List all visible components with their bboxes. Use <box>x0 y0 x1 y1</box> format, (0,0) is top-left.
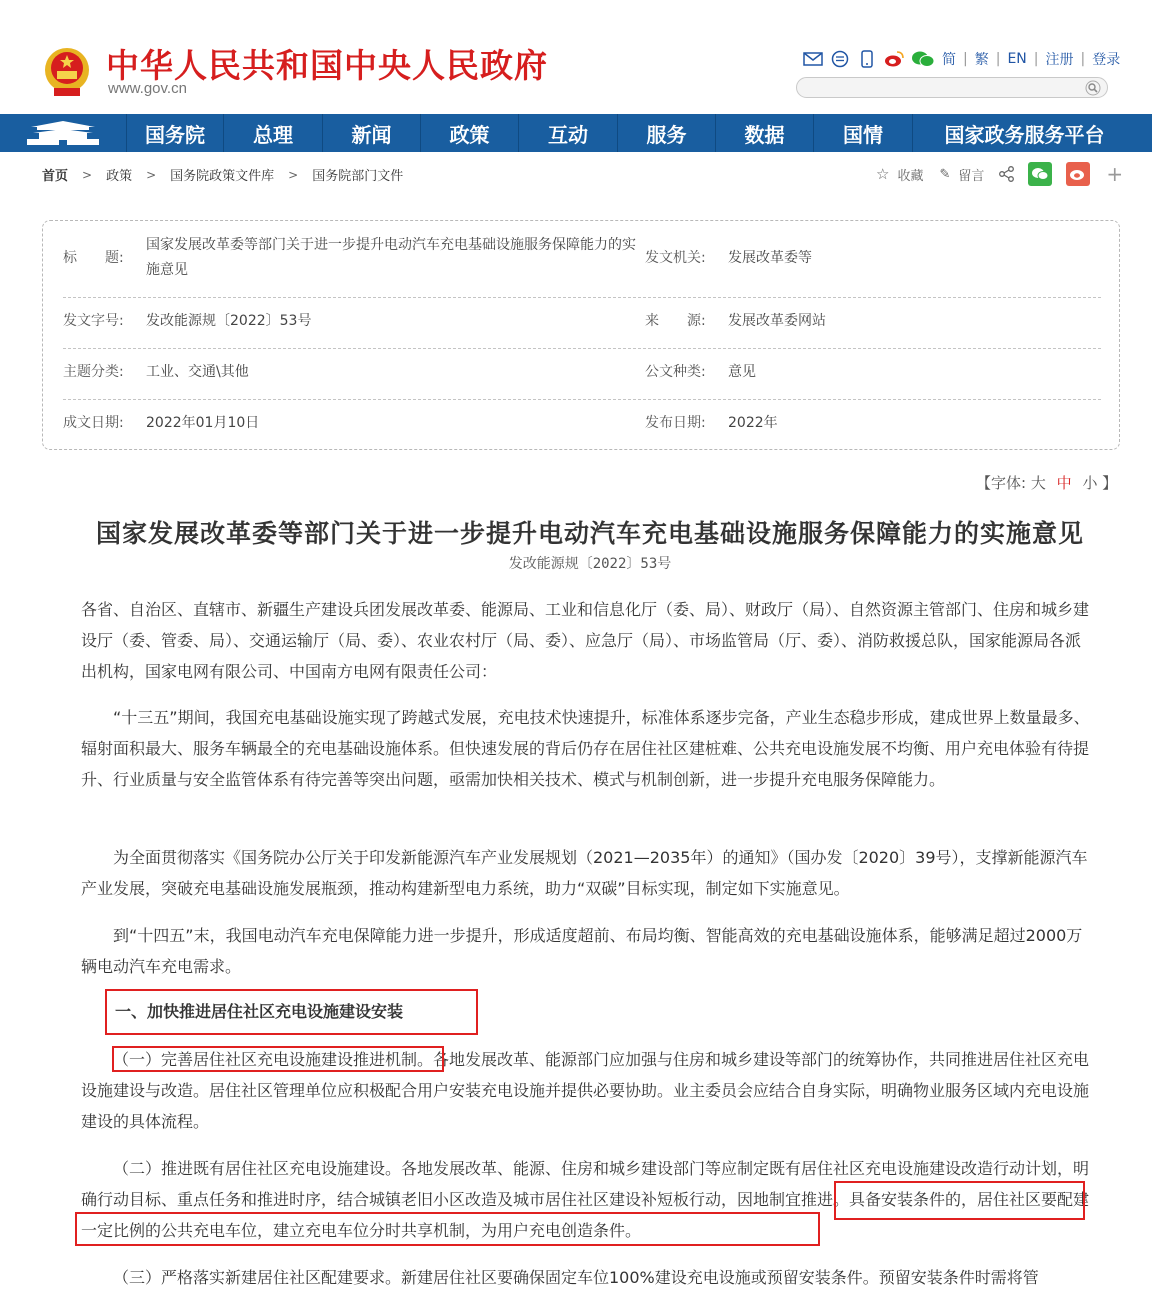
mobile-icon[interactable] <box>857 50 877 68</box>
article-title: 国家发展改革委等部门关于进一步提升电动汽车充电基础设施服务保障能力的实施意见 <box>95 519 1084 548</box>
document-metadata-box <box>42 220 1120 450</box>
top-links <box>803 48 1120 70</box>
font-size-switch <box>976 472 1117 493</box>
nav-item-services[interactable]: 服务 <box>618 114 716 152</box>
body-paragraph: 为全面贯彻落实《国务院办公厅关于印发新能源汽车产业发展规划（2021—2035年）的通知》（国办发〔2020〕39号），支撑新能源汽车产业发展，突破充电基础设施发展瓶颈，推动构建新型电力系统，助力“双碳”目标实现，制定如下实施意见。 <box>81 848 1088 898</box>
search-box <box>796 77 1108 98</box>
lang-english-link[interactable]: EN <box>1007 51 1027 67</box>
font-size-prefix: 【字体: <box>976 474 1027 492</box>
divider: | <box>963 51 968 67</box>
share-toolbar <box>876 162 1123 186</box>
breadcrumb-home[interactable]: 首页 <box>42 169 69 184</box>
title-label: 标 题: <box>63 250 124 266</box>
issuer-value: 发展改革委等 <box>728 250 812 266</box>
highlight-box <box>105 989 478 1035</box>
subsection-text: 各地发展改革、能源部门应加强与住房和城乡建设等部门的统筹协作，共同推进居住社区充电设施建设与改造。居住社区管理单位应积极配合用户安装充电设施并提供必要协助。业主委员会应结合自身实际，明确物业服务区域内充电设施建设的具体流程。 <box>81 1050 1090 1131</box>
docno-value: 发改能源规〔2022〕53号 <box>146 313 312 329</box>
published-date-label: 发布日期: <box>645 415 706 431</box>
mail-icon[interactable] <box>803 50 823 68</box>
breadcrumb <box>42 165 403 184</box>
section-heading: 一、加快推进居住社区充电设施建设安装 <box>115 1002 404 1021</box>
comment-link[interactable]: 留言 <box>958 168 985 184</box>
nav-home-logo[interactable] <box>0 114 127 152</box>
lang-simplified-link[interactable]: 简 <box>942 52 956 68</box>
font-size-small[interactable]: 小 <box>1082 474 1098 492</box>
type-label: 公文种类: <box>645 364 706 380</box>
type-value: 意见 <box>728 364 756 380</box>
divider: | <box>1033 51 1039 67</box>
search-icon[interactable] <box>1085 80 1101 96</box>
font-size-suffix: 】 <box>1102 474 1118 492</box>
topic-value: 工业、交通\其他 <box>146 364 249 380</box>
star-icon[interactable]: ☆ <box>876 165 890 183</box>
nav-item-state-council[interactable]: 国务院 <box>127 114 224 152</box>
tiananmen-icon <box>23 119 103 147</box>
breadcrumb-dept-docs[interactable]: 国务院部门文件 <box>312 169 404 184</box>
body-paragraph: （三）严格落实新建居住社区配建要求。新建居住社区要确保固定车位100%建设充电设施或预留安装条件。预留安装条件时需将管 <box>113 1268 1039 1287</box>
body-paragraph: 到“十四五”末，我国电动汽车充电保障能力进一步提升，形成适度超前、布局均衡、智能高效的充电基础设施体系，能够满足超过2000万辆电动汽车充电需求。 <box>81 926 1083 976</box>
written-date-value: 2022年01月10日 <box>146 415 260 431</box>
search-input[interactable] <box>805 79 1079 99</box>
login-link[interactable]: 登录 <box>1092 52 1121 68</box>
published-date-value: 2022年 <box>728 415 778 431</box>
title-value: 国家发展改革委等部门关于进一步提升电动汽车充电基础设施服务保障能力的实施意见 <box>146 237 636 278</box>
source-value: 发展改革委网站 <box>728 313 826 329</box>
weibo-share-icon[interactable] <box>1066 162 1090 186</box>
more-share-icon[interactable]: + <box>1106 162 1124 186</box>
register-link[interactable]: 注册 <box>1045 52 1074 68</box>
font-size-large[interactable]: 大 <box>1030 474 1046 492</box>
meta-row <box>63 399 1101 449</box>
nav-item-national-info[interactable]: 国情 <box>814 114 913 152</box>
main-nav <box>0 114 1152 152</box>
site-title[interactable]: 中华人民共和国中央人民政府 <box>106 46 548 85</box>
highlight-box <box>75 1212 820 1246</box>
wechat-share-icon[interactable] <box>1028 162 1052 186</box>
meta-row <box>63 221 1101 298</box>
nav-item-premier[interactable]: 总理 <box>224 114 323 152</box>
highlight-box <box>834 1181 1085 1220</box>
weibo-icon[interactable] <box>884 50 904 68</box>
article-doc-number: 发改能源规〔2022〕53号 <box>508 556 672 572</box>
docno-label: 发文字号: <box>63 313 124 329</box>
wechat-icon[interactable] <box>911 50 935 68</box>
site-url[interactable]: www.gov.cn <box>108 80 187 97</box>
breadcrumb-policy-library[interactable]: 国务院政策文件库 <box>170 169 275 184</box>
chevron-right-icon: > <box>288 167 299 182</box>
addressee-paragraph: 各省、自治区、直辖市、新疆生产建设兵团发展改革委、能源局、工业和信息化厅（委、局）、财政厅（局）、自然资源主管部门、住房和城乡建设厅（委、管委、局）、交通运输厅（局、委）、农业农村厅（局、委）、应急厅（局）、市场监管局（厅、委）、消防救援总队，国家能源局各派出机构，国家电网有限公司、中国南方电网有限责任公司： <box>81 600 1090 681</box>
nav-item-interaction[interactable]: 互动 <box>519 114 618 152</box>
font-size-medium[interactable]: 中 <box>1056 474 1072 492</box>
share-icon[interactable] <box>998 165 1016 183</box>
breadcrumb-policy[interactable]: 政策 <box>106 169 133 184</box>
chevron-right-icon: > <box>146 167 157 182</box>
body-paragraph: （二）推进既有居住社区充电设施建设。各地发展改革、能源、住房和城乡建设部门等应制定既有居住社区充电设施建设改造行动计划，明确行动目标、重点任务和推进时序，结合城镇老旧小区改造及城市居住社区建设补短板行动，因地制宜推进。具备安装条件的，居住社区要配建一定比例的公共充电车位，建立充电车位分时共享机制，为用户充电创造条件。 <box>81 1159 1090 1240</box>
divider: | <box>995 51 1001 67</box>
nav-item-news[interactable]: 新闻 <box>323 114 421 152</box>
nav-item-data[interactable]: 数据 <box>716 114 814 152</box>
chevron-right-icon: > <box>82 167 93 182</box>
divider: | <box>1080 51 1086 67</box>
subsection-heading: （一）完善居住社区充电设施建设推进机制。 <box>113 1050 434 1069</box>
national-emblem-icon <box>42 46 92 98</box>
meta-row <box>63 348 1101 400</box>
meta-row <box>63 297 1101 349</box>
body-paragraph: “十三五”期间，我国充电基础设施实现了跨越式发展，充电技术快速提升，标准体系逐步完备，产业生态稳步形成，建成世界上数量最多、辐射面积最大、服务车辆最全的充电基础设施体系。但快速发展的背后仍存在居住社区建桩难、公共充电设施发展不均衡、用户充电体验有待提升、行业质量与安全监管体系有待完善等突出问题，亟需加快相关技术、模式与机制创新，进一步提升充电服务保障能力。 <box>81 708 1090 789</box>
lang-traditional-link[interactable]: 繁 <box>974 52 989 68</box>
topic-label: 主题分类: <box>63 364 124 380</box>
highlight-box <box>112 1046 444 1072</box>
issuer-label: 发文机关: <box>645 250 706 266</box>
written-date-label: 成文日期: <box>63 415 124 431</box>
source-label: 来 源: <box>645 313 706 329</box>
message-icon[interactable] <box>830 50 850 68</box>
nav-item-gov-service-platform[interactable]: 国家政务服务平台 <box>944 122 1105 147</box>
pencil-icon[interactable]: ✎ <box>939 166 951 182</box>
nav-item-policy[interactable]: 政策 <box>421 114 519 152</box>
collect-link[interactable]: 收藏 <box>897 168 924 184</box>
